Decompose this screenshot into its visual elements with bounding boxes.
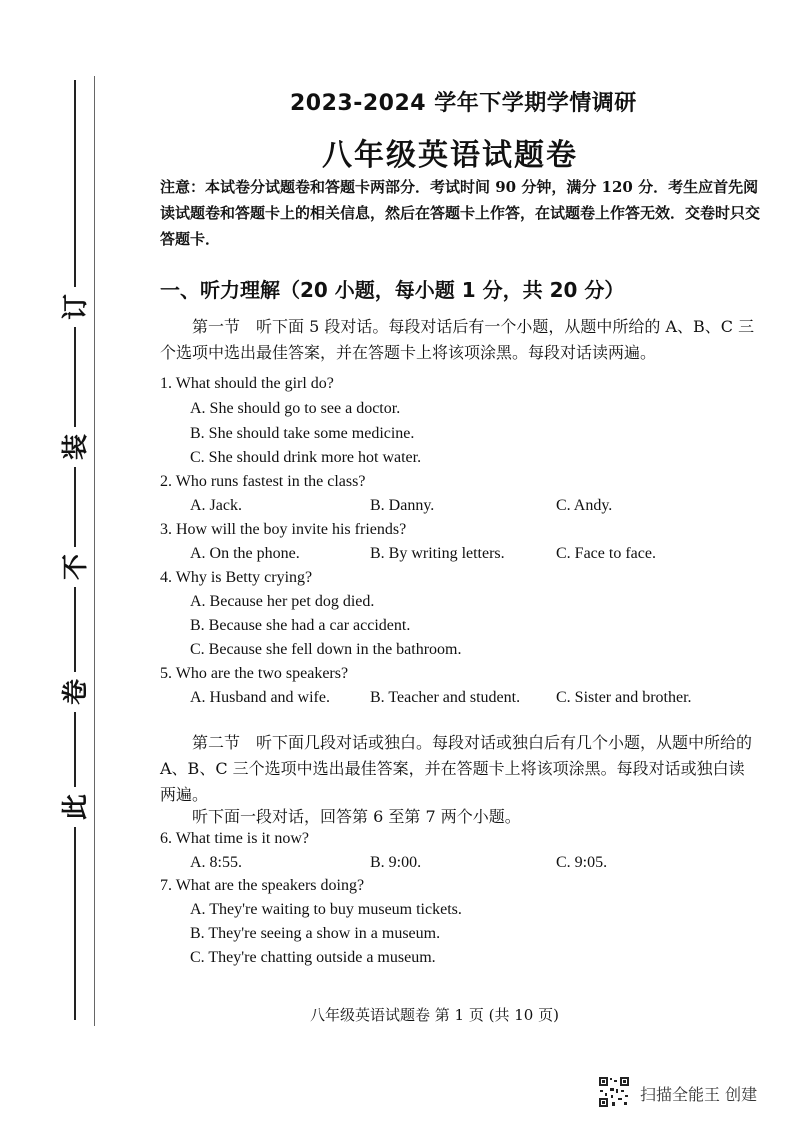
question-2-option-a: A. Jack. — [190, 497, 242, 514]
question-7-option-c: C. They're chatting outside a museum. — [190, 949, 436, 966]
question-2-option-b: B. Danny. — [370, 497, 435, 514]
question-4-option-b: B. Because she had a car accident. — [190, 617, 411, 634]
part2-subinstructions: 听下面一段对话，回答第 6 至第 7 两个小题。 — [192, 807, 521, 826]
question-7-option-a: A. They're waiting to buy museum tickets. — [190, 901, 462, 918]
question-3-stem: 3. How will the boy invite his friends? — [160, 521, 407, 538]
question-1-option-b: B. She should take some medicine. — [190, 425, 415, 442]
question-5-option-c: C. Sister and brother. — [556, 689, 692, 706]
question-5-option-b: B. Teacher and student. — [370, 689, 521, 706]
question-6-option-b: B. 9:00. — [370, 854, 422, 871]
question-4-stem: 4. Why is Betty crying? — [160, 569, 313, 586]
question-1-option-c: C. She should drink more hot water. — [190, 449, 422, 466]
question-6-option-c: C. 9:05. — [556, 854, 608, 871]
question-5-option-a: A. Husband and wife. — [190, 689, 330, 706]
question-5-stem: 5. Who are the two speakers? — [160, 665, 349, 682]
exam-title-line1: 2023-2024 学年下学期学情调研 — [290, 91, 637, 116]
question-2-option-c: C. Andy. — [556, 497, 613, 514]
exam-notice: 注意：本试卷分试题卷和答题卡两部分．考试时间 90 分钟，满分 120 分．考生应首先阅读试题卷和答题卡上的相关信息，然后在答题卡上作答，在试题卷上作答无效．交卷时只交答题卡． — [160, 178, 761, 248]
question-7-stem: 7. What are the speakers doing? — [160, 877, 365, 894]
question-3-option-c: C. Face to face. — [556, 545, 656, 562]
binding-char-ci: 此 — [59, 787, 93, 827]
question-3-option-a: A. On the phone. — [190, 545, 300, 562]
binding-char-zhuang: 装 — [59, 427, 93, 467]
part2-instructions: 第二节 听下面几段对话或独白。每段对话或独白后有几个小题，从题中所给的 A、B、C 三个选项中选出最佳答案，并在答题卡上将该项涂黑。每段对话或独白读两遍。 — [160, 733, 753, 804]
section-heading: 一、听力理解（20 小题，每小题 1 分，共 20 分） — [160, 278, 625, 302]
question-2-stem: 2. Who runs fastest in the class? — [160, 473, 366, 490]
part1-instructions: 第一节 听下面 5 段对话。每段对话后有一个小题，从题中所给的 A、B、C 三个选项中选出最佳答案，并在答题卡上将该项涂黑。每段对话读两遍。 — [160, 317, 755, 362]
exam-title-line2: 八年级英语试题卷 — [322, 138, 578, 173]
question-4-option-c: C. Because she fell down in the bathroom. — [190, 641, 462, 658]
binding-char-juan: 卷 — [59, 672, 93, 712]
binding-margin — [56, 80, 96, 1020]
scanner-watermark: 扫描全能王 创建 — [640, 1085, 758, 1104]
page-edge-line — [94, 76, 95, 1026]
question-7-option-b: B. They're seeing a show in a museum. — [190, 925, 441, 942]
question-4-option-a: A. Because her pet dog died. — [190, 593, 375, 610]
question-3-option-b: B. By writing letters. — [370, 545, 505, 562]
binding-char-bu: 不 — [59, 547, 93, 587]
qr-code-icon — [598, 1076, 630, 1108]
question-1-option-a: A. She should go to see a doctor. — [190, 400, 401, 417]
binding-char-ding: 订 — [59, 287, 93, 327]
question-6-option-a: A. 8:55. — [190, 854, 242, 871]
question-6-stem: 6. What time is it now? — [160, 830, 310, 847]
question-1-stem: 1. What should the girl do? — [160, 375, 334, 392]
page-footer: 八年级英语试题卷 第 1 页 (共 10 页) — [310, 1006, 559, 1024]
